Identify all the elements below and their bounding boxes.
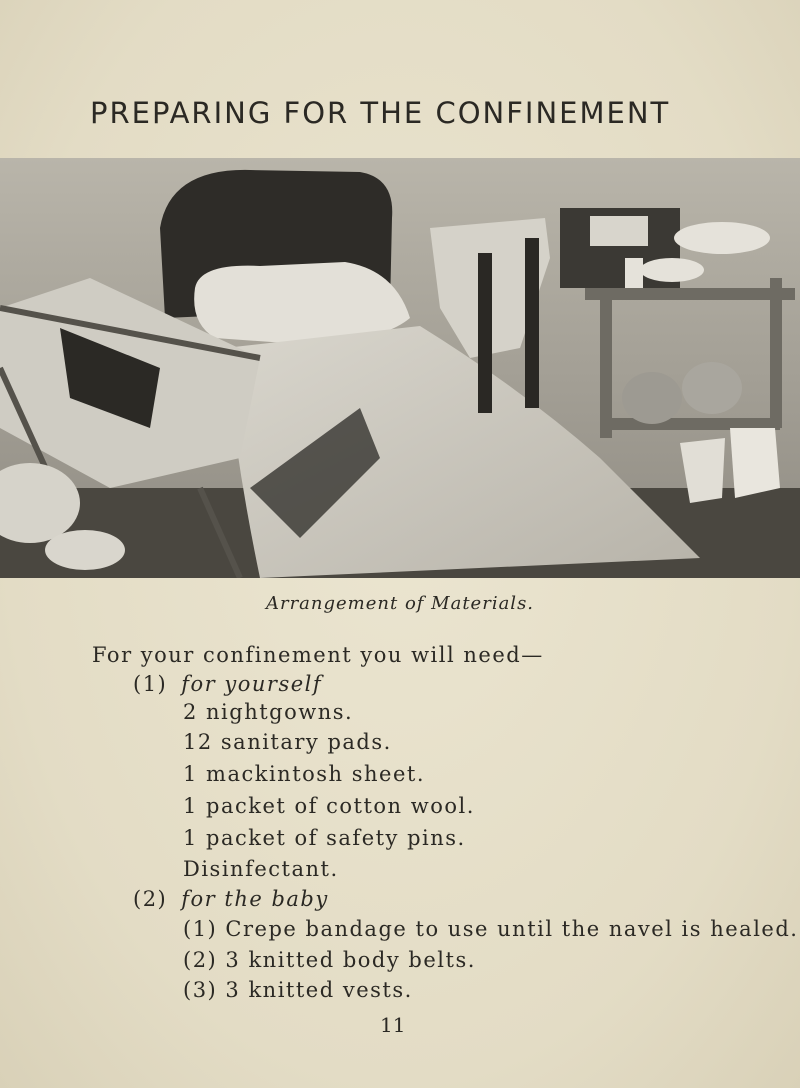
table-leg xyxy=(770,278,782,428)
list-item: 1 packet of cotton wool. xyxy=(183,794,475,818)
enamel-jar xyxy=(625,258,643,288)
list-item: 1 mackintosh sheet. xyxy=(183,762,426,786)
section-label: for the baby xyxy=(181,887,329,911)
section-number: (1) xyxy=(133,672,168,696)
chair-leg xyxy=(525,238,539,408)
section-heading-baby xyxy=(133,887,329,911)
water-jug xyxy=(730,428,780,498)
soap-dish xyxy=(45,530,125,570)
list-item: (3) 3 knitted vests. xyxy=(183,978,413,1002)
section-label: for yourself xyxy=(181,672,323,696)
table-leg xyxy=(600,298,612,438)
table-card xyxy=(590,216,648,246)
list-item: 12 sanitary pads. xyxy=(183,730,392,754)
enamel-basin xyxy=(674,222,770,254)
page-title: PREPARING FOR THE CONFINEMENT xyxy=(90,96,671,130)
list-item: Disinfectant. xyxy=(183,857,339,881)
figure-caption: Arrangement of Materials. xyxy=(265,593,535,614)
list-item: 1 packet of safety pins. xyxy=(183,826,466,850)
page-number: 11 xyxy=(380,1013,406,1037)
table-shelf xyxy=(585,288,795,300)
section-number: (2) xyxy=(133,887,168,911)
list-item: 2 nightgowns. xyxy=(183,700,354,724)
kettle xyxy=(622,372,682,424)
enamel-bowl xyxy=(640,258,704,282)
chair-leg xyxy=(478,253,492,413)
list-item: (2) 3 knitted body belts. xyxy=(183,948,476,972)
kettle xyxy=(682,362,742,414)
photograph-arrangement-of-materials xyxy=(0,158,800,578)
section-heading-yourself xyxy=(133,672,322,696)
intro-text: For your confinement you will need— xyxy=(92,643,544,667)
list-item: (1) Crepe bandage to use until the navel is healed. xyxy=(183,917,799,941)
